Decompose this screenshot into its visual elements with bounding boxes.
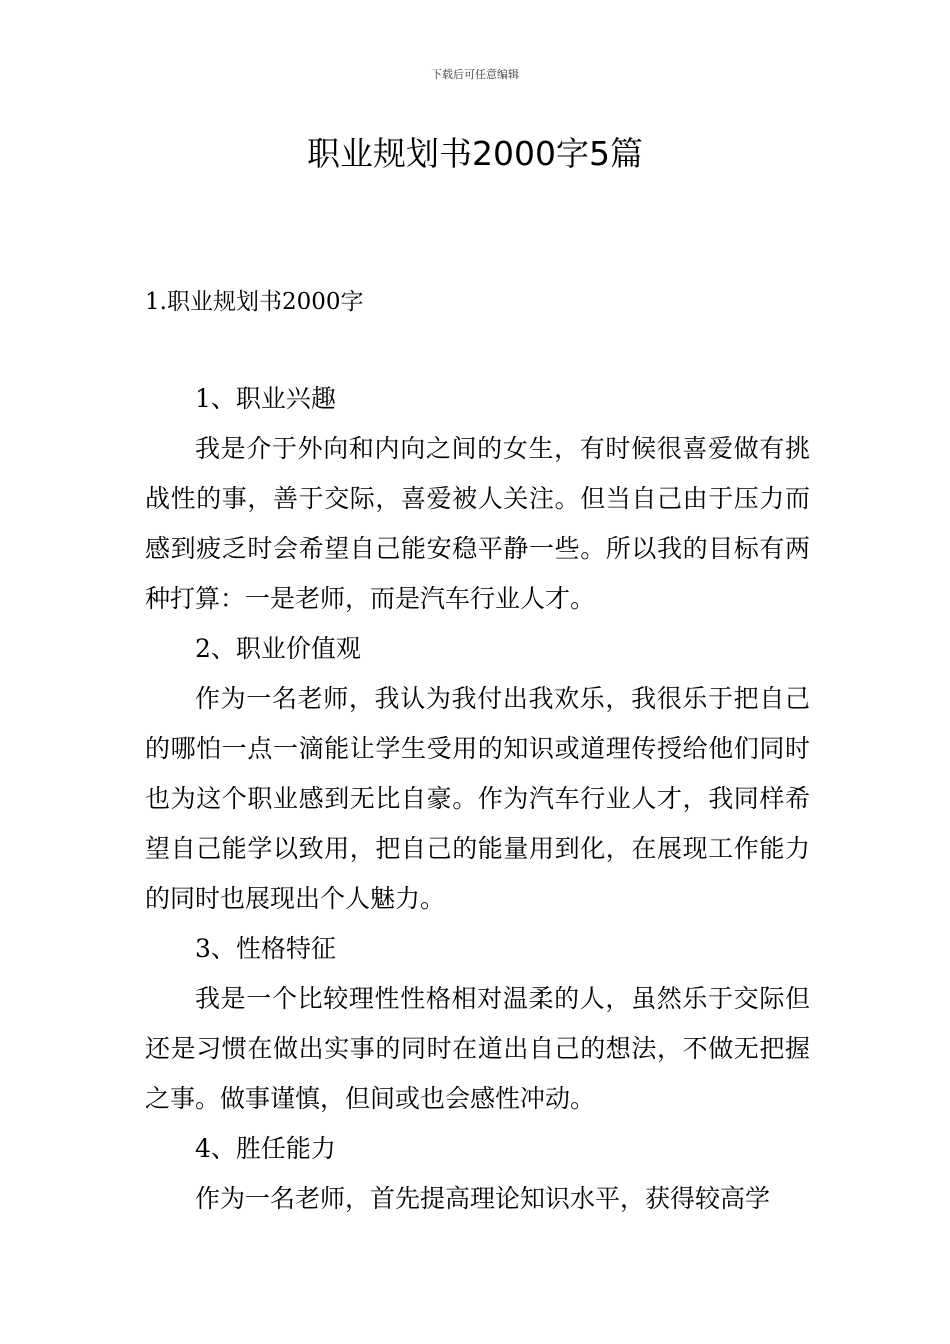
- subheading-personality-traits: 3、性格特征: [195, 934, 336, 963]
- paragraph: 我是介于外向和内向之间的女生，有时候很喜爱做有挑战性的事，善于交际，喜爱被人关注。但当自己由于压力而感到疲乏时会希望自己能安稳平静一些。所以我的目标有两种打算：一是老师，而是汽车行业人才。: [145, 434, 810, 613]
- header-note: 下载后可任意编辑: [431, 68, 519, 81]
- paragraph: 我是一个比较理性性格相对温柔的人，虽然乐于交际但还是习惯在做出实事的同时在道出自己的想法，不做无把握之事。做事谨慎，但间或也会感性冲动。: [145, 984, 810, 1113]
- paragraph: 作为一名老师，首先提高理论知识水平，获得较高学: [195, 1184, 771, 1213]
- subheading-career-interest: 1、职业兴趣: [195, 384, 336, 413]
- subheading-career-values: 2、职业价值观: [195, 634, 361, 663]
- document-body: [145, 374, 810, 1224]
- subheading-competence: 4、胜任能力: [195, 1134, 336, 1163]
- section-heading: 1.职业规划书2000字: [145, 289, 364, 315]
- document-title: 职业规划书2000字5篇: [307, 134, 643, 173]
- paragraph: 作为一名老师，我认为我付出我欢乐，我很乐于把自己的哪怕一点一滴能让学生受用的知识或道理传授给他们同时也为这个职业感到无比自豪。作为汽车行业人才，我同样希望自己能学以致用，把自己的能量用到化，在展现工作能力的同时也展现出个人魅力。: [145, 684, 810, 913]
